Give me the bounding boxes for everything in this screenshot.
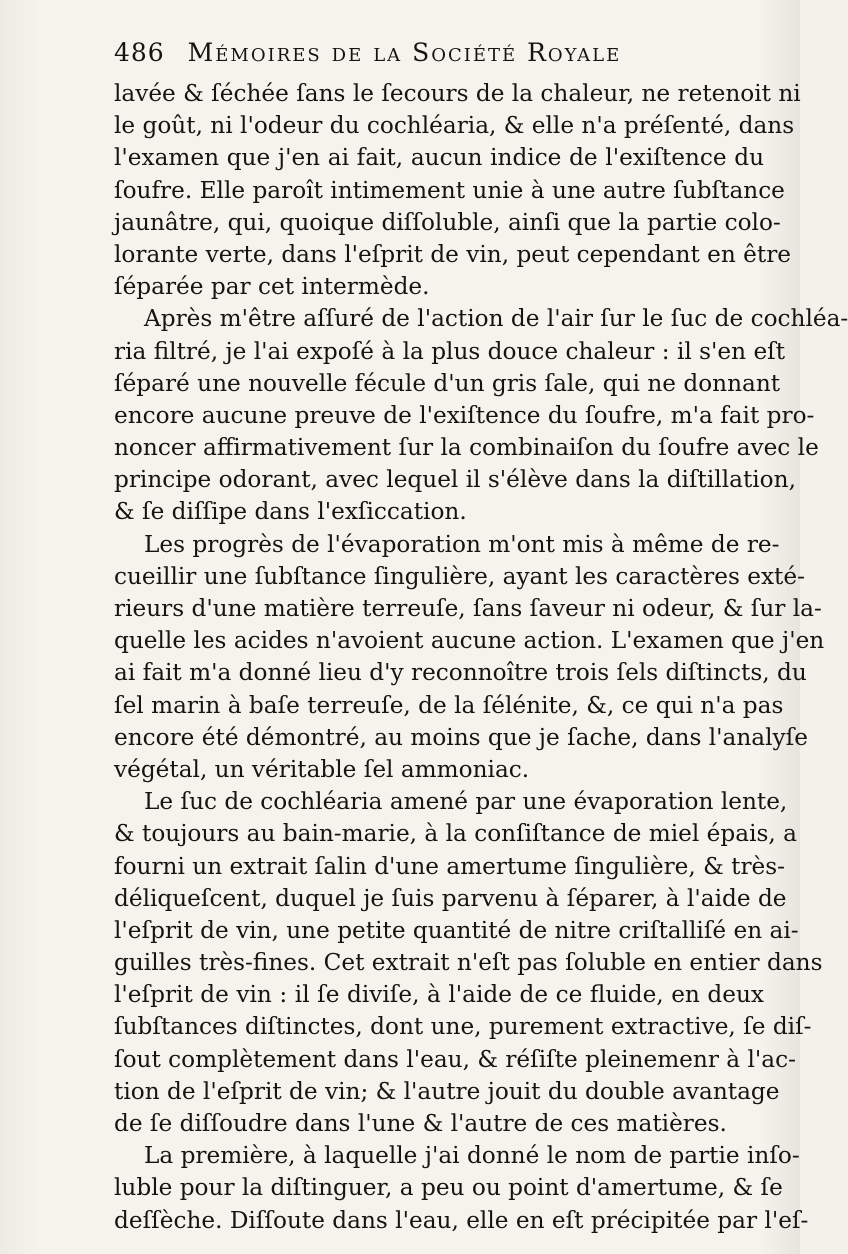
text-line: lavée & ſéchée ſans le ſecours de la chaleur, ne retenoit ni: [114, 80, 801, 107]
text-line: ſel marin à baſe terreuſe, de la ſélénite, &, ce qui n'a pas: [114, 691, 784, 719]
text-line: Après m'être aſſuré de l'action de l'air ſur le ſuc de cochléa-: [144, 305, 848, 333]
text-line: ria filtré, je l'ai expoſé à la plus douce chaleur : il s'en eſt: [114, 337, 786, 365]
text-line: ſoufre. Elle paroît intimement unie à une autre ſubſtance: [114, 176, 785, 204]
text-line: ſéparée par cet intermède.: [114, 273, 430, 301]
text-line: tion de l'eſprit de vin; & l'autre jouit du double avantage: [114, 1077, 780, 1105]
text-line: ſout complètement dans l'eau, & réſiſte pleinemenr à l'ac-: [114, 1045, 796, 1073]
text-line: de ſe diſſoudre dans l'une & l'autre de ces matières.: [114, 1110, 727, 1137]
text-line: deſſèche. Diſſoute dans l'eau, elle en eſt précipitée par l'eſ-: [114, 1206, 809, 1234]
text-line: encore aucune preuve de l'exiſtence du ſoufre, m'a fait pro-: [114, 401, 815, 429]
text-line: jaunâtre, qui, quoique diſſoluble, ainſi que la partie colo-: [114, 208, 781, 236]
page-number: 486: [114, 38, 165, 67]
text-line: l'eſprit de vin : il ſe diviſe, à l'aide de ce fluide, en deux: [114, 981, 764, 1009]
text-line: végétal, un véritable ſel ammoniac.: [114, 755, 530, 783]
text-line: déliqueſcent, duquel je ſuis parvenu à ſéparer, à l'aide de: [114, 884, 787, 912]
text-line: Le ſuc de cochléaria amené par une évaporation lente,: [144, 788, 788, 816]
text-line: rieurs d'une matière terreuſe, ſans ſaveur ni odeur, & ſur la-: [114, 595, 822, 622]
text-line: encore été démontré, au moins que je ſache, dans l'analyſe: [114, 723, 808, 751]
text-line: Les progrès de l'évaporation m'ont mis à même de re-: [144, 530, 780, 558]
text-line: guilles très-fines. Cet extrait n'eſt pas ſoluble en entier dans: [114, 949, 823, 977]
text-line: fourni un extrait ſalin d'une amertume ſingulière, & très-: [114, 852, 785, 880]
running-title: Mémoires de la Société Royale: [187, 38, 622, 67]
text-line: quelle les acides n'avoient aucune action. L'examen que j'en: [114, 627, 825, 655]
text-line: luble pour la diſtinguer, a peu ou point d'amertume, & ſe: [114, 1174, 783, 1202]
text-line: noncer affirmativement ſur la combinaiſon du ſoufre avec le: [114, 434, 819, 462]
text-line: ſéparé une nouvelle fécule d'un gris ſale, qui ne donnant: [114, 369, 781, 397]
page-header: [114, 38, 764, 67]
text-line: principe odorant, avec lequel il s'élève dans la diſtillation,: [114, 466, 796, 494]
text-line: ai fait m'a donné lieu d'y reconnoître trois ſels diſtincts, du: [114, 659, 807, 687]
text-line: l'eſprit de vin, une petite quantité de nitre criſtalliſé en ai-: [114, 916, 799, 944]
text-line: l'examen que j'en ai fait, aucun indice de l'exiſtence du: [114, 144, 764, 172]
text-line: ſubſtances diſtinctes, dont une, purement extractive, ſe diſ-: [114, 1013, 812, 1041]
body-text: [114, 78, 848, 1237]
text-line: lorante verte, dans l'eſprit de vin, peut cependant en être: [114, 240, 792, 268]
text-line: cueillir une ſubſtance ſingulière, ayant les caractères exté-: [114, 562, 805, 590]
text-line: & ſe diſſipe dans l'exſiccation.: [114, 498, 467, 526]
text-line: La première, à laquelle j'ai donné le nom de partie inſo-: [144, 1142, 800, 1170]
text-line: le goût, ni l'odeur du cochléaria, & elle n'a préſenté, dans: [114, 112, 795, 140]
text-line: & toujours au bain-marie, à la conſiſtance de miel épais, a: [114, 820, 797, 848]
